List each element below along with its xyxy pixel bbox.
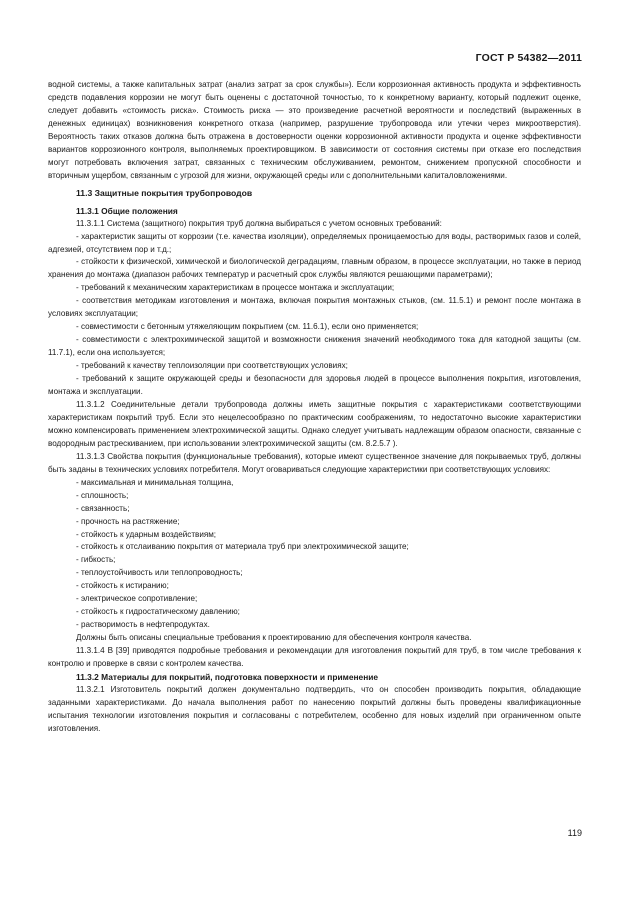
list-item: - стойкость к отслаиванию покрытия от материала труб при электрохимической защите;: [76, 542, 409, 552]
list-item: - сплошность;: [76, 490, 129, 500]
clause-11-3-1-4: 11.3.1.4 В [39] приводятся подробные требования и рекомендации для изготовления покрытий для труб, в том числе требования к контролю и проверке в связи с контролем качества.: [48, 646, 581, 669]
list-item: - требований к механическим характеристикам в процессе монтажа и эксплуатации;: [76, 283, 395, 293]
list-item: - соответствия методикам изготовления и монтажа, включая покрытия монтажных стыков, (см. 11.5.1) и ремонт после монтажа в условиях эксплуатации;: [48, 296, 581, 319]
list-item: - электрическое сопротивление;: [76, 594, 198, 604]
clause-11-3-1-1: 11.3.1.1 Система (защитного) покрытия труб должна выбираться с учетом основных требований:: [76, 218, 442, 228]
page-number: 119: [567, 828, 582, 838]
list-item: - связанность;: [76, 503, 130, 513]
list-item: - требований к защите окружающей среды и безопасности для здоровья людей в процессе выполнения покрытия, изготовления, монтажа и эксплуатации.: [48, 374, 581, 397]
list-item: - совместимости с электрохимической защитой и возможности снижения значений необходимого тока для катодной защиты (см. 11.7.1), если она используется;: [48, 335, 581, 358]
list-item: - прочность на растяжение;: [76, 516, 180, 526]
list-item: - максимальная и минимальная толщина,: [76, 477, 234, 487]
page-content: [48, 79, 581, 736]
clause-11-3-1-2: 11.3.1.2 Соединительные детали трубопровода должны иметь защитные покрытия с характеристиками соответствующими характеристикам покрытий труб. Если это нецелесообразно по практическим соображениям, то недостаточно высокие характеристики можно компенсировать применением электрохимической защиты. Однако следует учитывать надлежащим образом опасности, связанные с водородным растрескиванием, при использовании электрохимической защиты (см. 8.2.5.7 ).: [48, 399, 581, 448]
quality-control-paragraph: Должны быть описаны специальные требования к проектированию для обеспечения контроля качества.: [76, 633, 472, 643]
list-item: - характеристик защиты от коррозии (т.е. качества изоляции), определяемых проницаемостью для воды, растворимых газов и солей, адгезией, отсутствием пор и т.д.;: [48, 231, 581, 254]
clause-11-3-1-3: 11.3.1.3 Свойства покрытия (функциональные требования), которые имеют существенное значение для покрываемых труб, должны быть заданы в технических условиях потребителя. Могут оговариваться следующие характеристики при соответствующих условиях:: [48, 451, 581, 474]
standard-header: ГОСТ Р 54382—2011: [475, 52, 582, 64]
list-item: - стойкость к ударным воздействиям;: [76, 529, 217, 539]
section-heading-11-3: 11.3 Защитные покрытия трубопроводов: [76, 187, 253, 198]
list-item: - гибкость;: [76, 555, 116, 565]
subsection-heading-11-3-2: 11.3.2 Материалы для покрытий, подготовка поверхности и применение: [76, 671, 379, 682]
intro-paragraph: водной системы, а также капитальных затрат (анализ затрат за срок службы»). Если коррозионная активность продукта и эффективность средств подавления коррозии не могут быть оценены с достаточной точностью, то к конкретному варианту, который подлежит оценке, следует добавить «стоимость риска». Стоимость риска — это произведение расчетной вероятности и последствий (выраженных в денежных единицах) возникновения конкретного отказа (например, разрушение трубопровода или утечки через микроотверстия). Вероятность таких отказов должна быть отражена в достоверности оценки коррозионной активности продукта и оценке эффективности вариантов коррозионного контроля, выполняемых проектировщиком. В зависимости от состояния системы при отказе его последствия могут потребовать включения затрат, связанных с техническим обслуживанием, ремонтом, снижением пропускной способности и вторичным ущербом, связанным с угрозой для жизни, окружающей среды или с дополнительными капиталовложениями.: [48, 80, 581, 180]
clause-11-3-2-1: 11.3.2.1 Изготовитель покрытий должен документально подтвердить, что он способен производить покрытия, обладающие заданными характеристиками. До начала выполнения работ по нанесению покрытий должны быть проведены квалификационные испытания технологии изготовления покрытия и согласованы с потребителем, особенно для новых изделий при ограниченном опыте изготовления.: [48, 684, 581, 733]
list-item: - стойкости к физической, химической и биологической деградациям, главным образом, в процессе эксплуатации, но также в период хранения до монтажа (диапазон рабочих температур и расчетный срок службы являются решающими параметрами);: [48, 257, 581, 280]
list-item: - стойкость к истиранию;: [76, 581, 169, 591]
subsection-heading-11-3-1: 11.3.1 Общие положения: [76, 205, 178, 216]
list-item: - совместимости с бетонным утяжеляющим покрытием (см. 11.6.1), если оно применяется;: [76, 322, 419, 332]
list-item: - стойкость к гидростатическому давлению;: [76, 607, 240, 617]
list-item: - растворимость в нефтепродуктах.: [76, 620, 210, 630]
list-item: - требований к качеству теплоизоляции при соответствующих условиях;: [76, 361, 348, 371]
list-item: - теплоустойчивость или теплопроводность;: [76, 568, 243, 578]
